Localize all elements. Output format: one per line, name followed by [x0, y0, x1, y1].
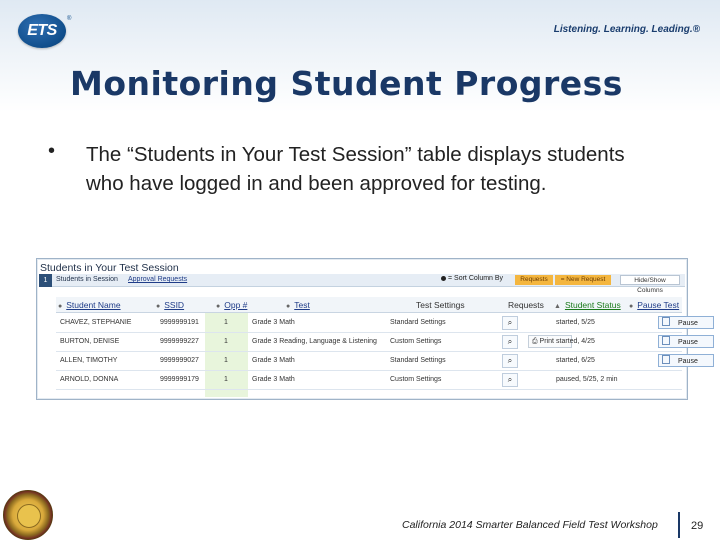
- cell-ssid: 9999999179: [160, 376, 199, 383]
- tab-students-in-session[interactable]: Students in Session: [56, 276, 118, 283]
- sort-dot-icon: ●: [216, 303, 221, 310]
- cell-status: started, 5/25: [556, 319, 595, 326]
- students-table-screenshot: [36, 258, 698, 400]
- requests-legend: Requests: [515, 275, 553, 285]
- sort-up-icon: ▲: [554, 303, 561, 310]
- logo-text: ETS: [27, 22, 57, 39]
- cell-status: paused, 5/25, 2 min: [556, 376, 618, 383]
- cell-settings: Standard Settings: [390, 319, 446, 326]
- col-ssid[interactable]: ● SSID: [156, 300, 185, 310]
- cell-name: BURTON, DENISE: [60, 338, 120, 345]
- sort-dot-icon: ●: [286, 303, 291, 310]
- bullet-text: The “Students in Your Test Session” table displays students who have logged in and been approved for testing.: [86, 143, 625, 195]
- sort-dot-icon: [441, 276, 446, 281]
- california-state-seal: [3, 490, 53, 540]
- table-row: [56, 371, 682, 390]
- table-row: [56, 333, 698, 352]
- footer-divider: [678, 512, 680, 538]
- tab-number: 1: [39, 274, 52, 287]
- sort-dot-icon: ●: [58, 303, 63, 310]
- col-student-status[interactable]: ▲ Student Status: [554, 300, 621, 310]
- sort-dot-icon: ●: [156, 303, 161, 310]
- table-header-row: [56, 297, 682, 313]
- slide-title: Monitoring Student Progress: [70, 64, 623, 103]
- new-request-legend: = New Request: [555, 275, 611, 285]
- page-number: 29: [691, 520, 704, 532]
- cell-status: started, 6/25: [556, 357, 595, 364]
- cell-opp: 1: [224, 376, 228, 383]
- cell-settings: Custom Settings: [390, 376, 442, 383]
- cell-name: CHAVEZ, STEPHANIE: [60, 319, 132, 326]
- pause-button[interactable]: Pause: [658, 354, 714, 367]
- footer-text: California 2014 Smarter Balanced Field Test Workshop: [402, 519, 658, 531]
- table-row: [56, 314, 698, 333]
- col-pause-test[interactable]: ● Pause Test: [629, 300, 680, 310]
- cell-status: started, 4/25: [556, 338, 595, 345]
- pause-button[interactable]: Pause: [658, 316, 714, 329]
- cell-test: Grade 3 Math: [252, 357, 295, 364]
- ets-logo: [18, 14, 71, 48]
- hide-show-columns-select[interactable]: Hide/Show Columns: [620, 275, 680, 285]
- bullet-item: [40, 140, 680, 198]
- tagline: Listening. Learning. Leading.®: [553, 24, 700, 35]
- table-title: Students in Your Test Session: [40, 262, 179, 274]
- sort-legend-text: = Sort Column By: [448, 275, 504, 282]
- table-row: [56, 352, 698, 371]
- cell-settings: Standard Settings: [390, 357, 446, 364]
- col-test-settings: Test Settings: [416, 300, 465, 310]
- printer-icon: ⎙: [532, 338, 540, 345]
- sort-dot-icon: ●: [629, 303, 634, 310]
- cell-name: ARNOLD, DONNA: [60, 376, 119, 383]
- pause-button[interactable]: Pause: [658, 335, 714, 348]
- bullet-marker: •: [48, 140, 56, 162]
- binoculars-icon[interactable]: ⌕: [502, 335, 518, 349]
- col-student-name[interactable]: ● Student Name: [58, 300, 121, 310]
- cell-opp: 1: [224, 338, 228, 345]
- cell-name: ALLEN, TIMOTHY: [60, 357, 118, 364]
- cell-opp: 1: [224, 319, 228, 326]
- cell-ssid: 9999999191: [160, 319, 199, 326]
- binoculars-icon[interactable]: ⌕: [502, 316, 518, 330]
- cell-opp: 1: [224, 357, 228, 364]
- binoculars-icon[interactable]: ⌕: [502, 354, 518, 368]
- seal-center: [17, 504, 41, 528]
- cell-ssid: 9999999027: [160, 357, 199, 364]
- binoculars-icon[interactable]: ⌕: [502, 373, 518, 387]
- sort-legend: [441, 275, 503, 282]
- col-requests: Requests: [508, 300, 544, 310]
- cell-test: Grade 3 Math: [252, 319, 295, 326]
- ets-logo-badge: [18, 14, 66, 48]
- col-test[interactable]: ● Test: [286, 300, 310, 310]
- registered-mark: ®: [67, 16, 72, 22]
- col-opp[interactable]: ● Opp #: [216, 300, 248, 310]
- cell-settings: Custom Settings: [390, 338, 442, 345]
- cell-ssid: 9999999227: [160, 338, 199, 345]
- cell-test: Grade 3 Math: [252, 376, 295, 383]
- cell-test: Grade 3 Reading, Language & Listening: [252, 338, 377, 345]
- print-request-button[interactable]: ⎙ Print: [528, 335, 572, 348]
- tab-approval-requests[interactable]: Approval Requests: [128, 276, 188, 283]
